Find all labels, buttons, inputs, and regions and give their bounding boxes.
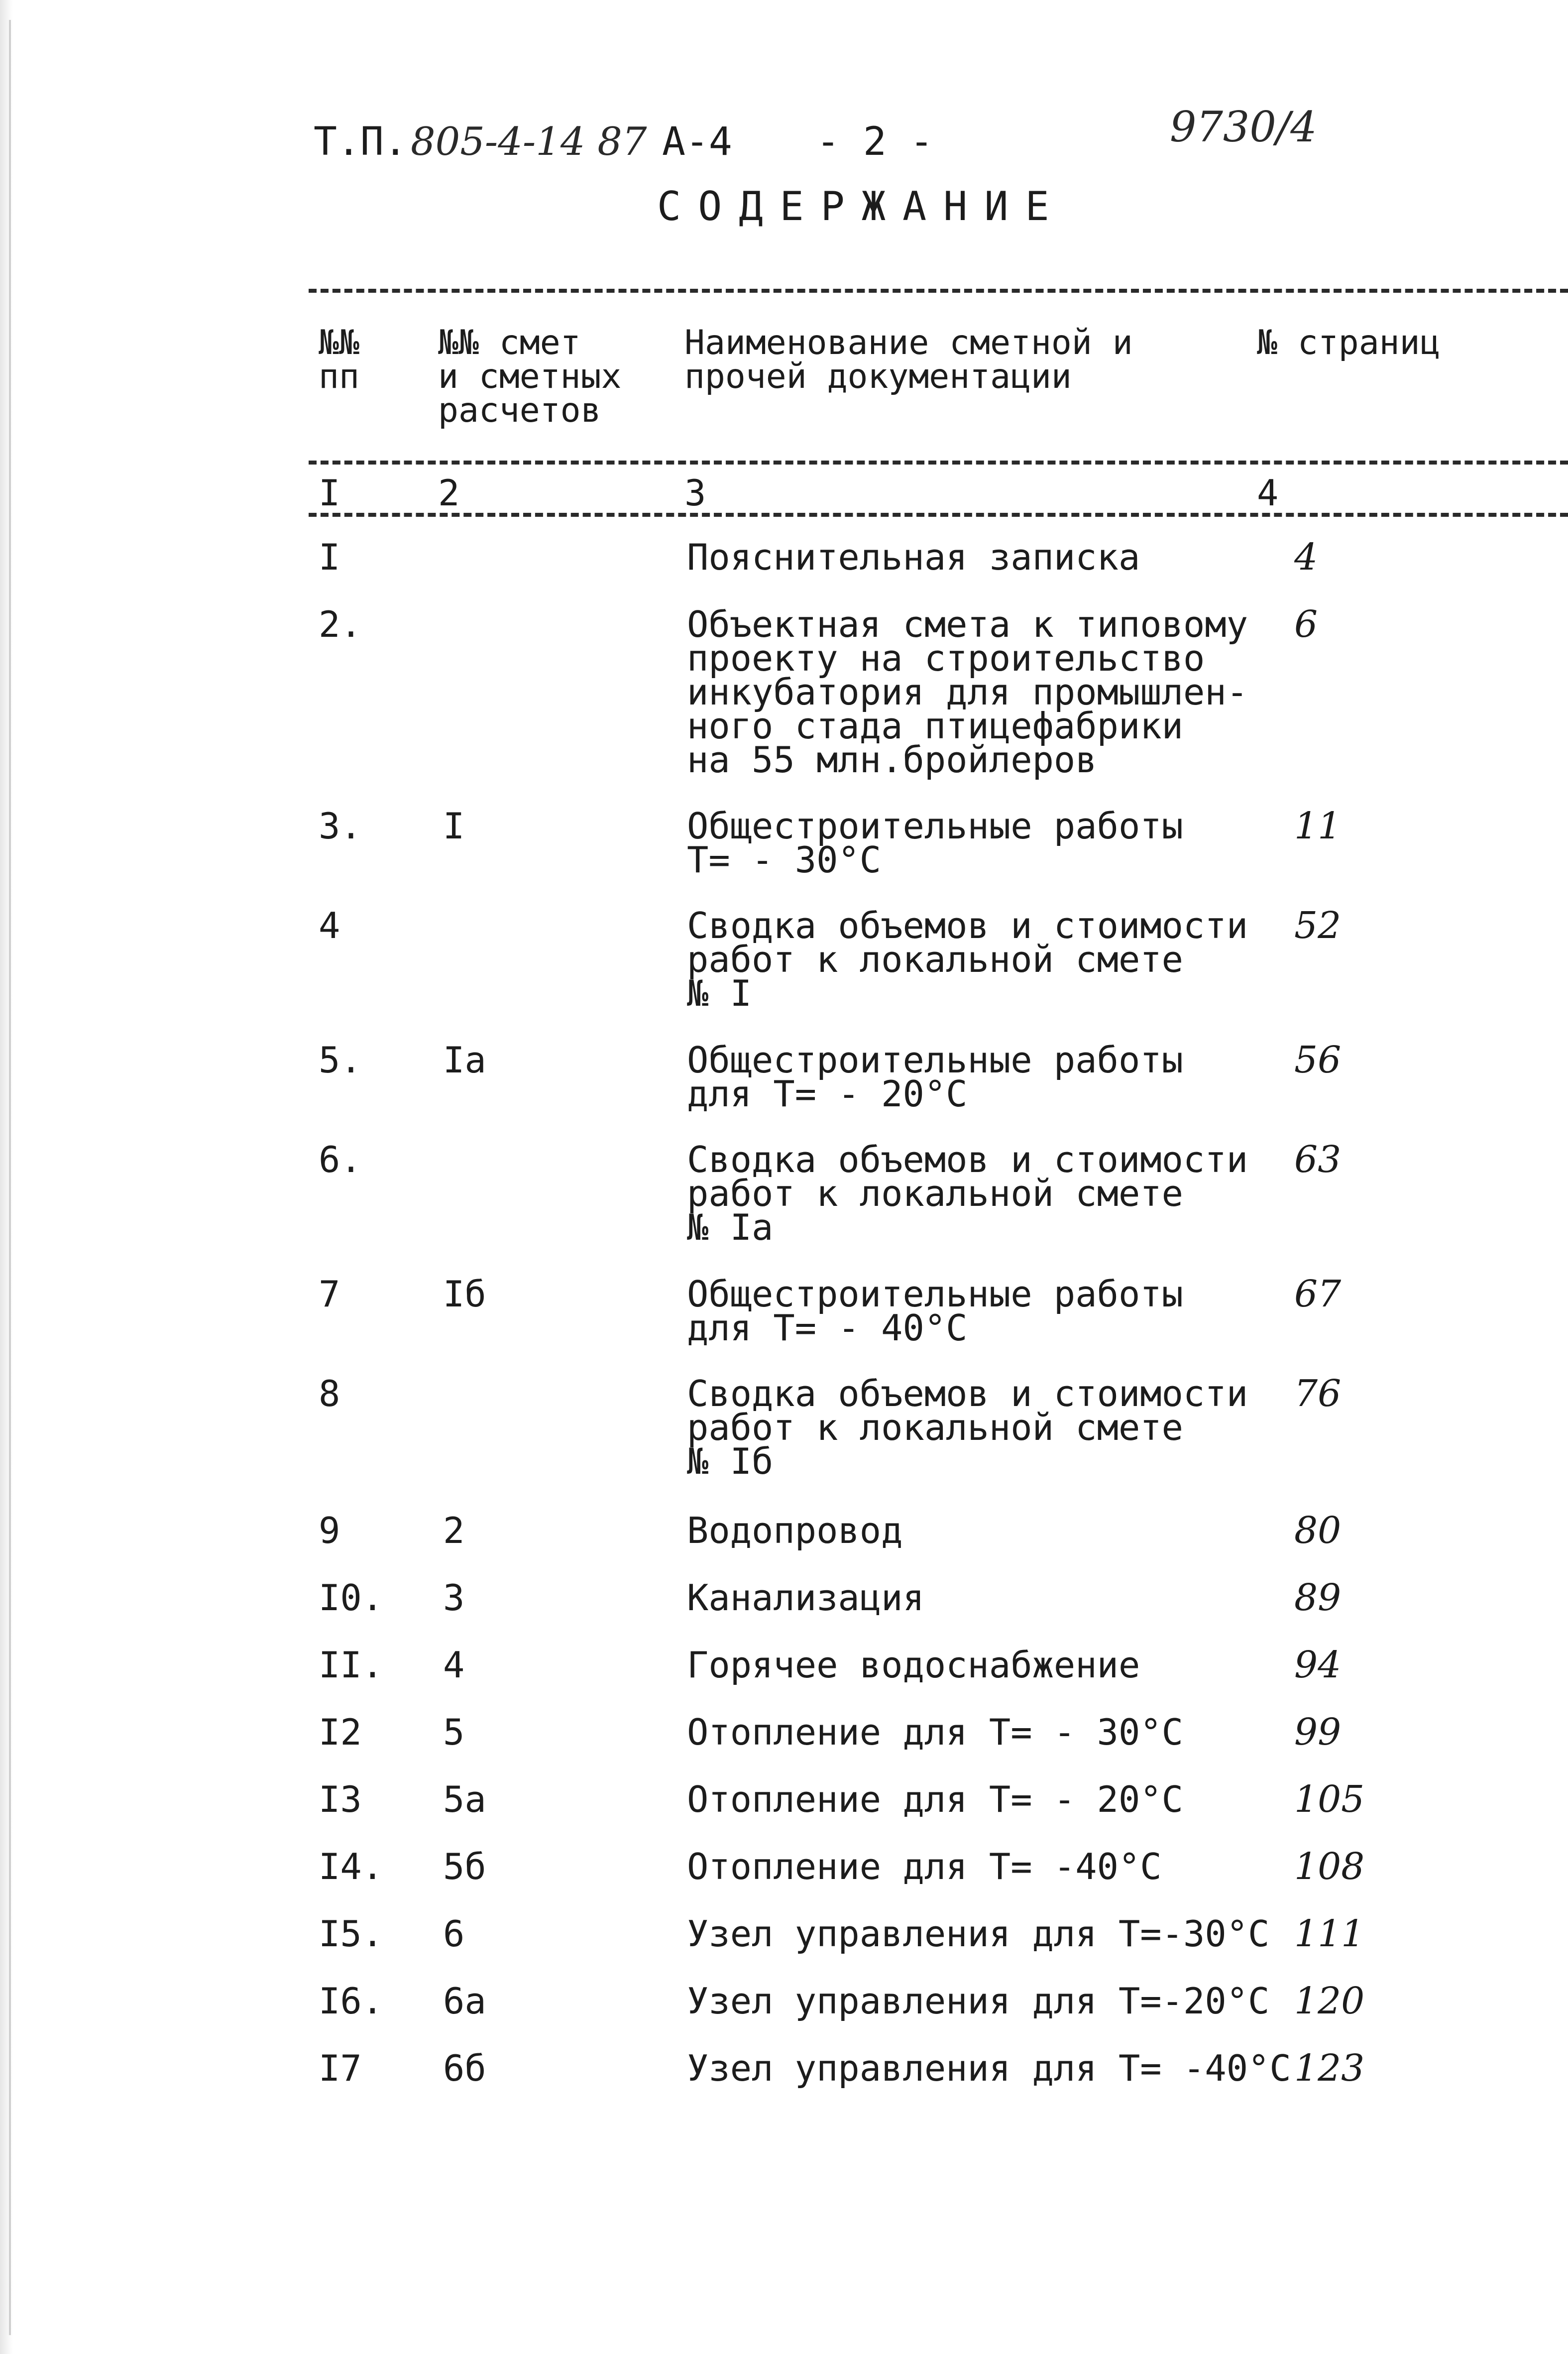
page-ref: 89 — [1294, 1576, 1342, 1619]
document-name: Узел управления для Т= -40°С — [687, 2047, 1291, 2089]
document-name: Водопровод — [687, 1510, 903, 1551]
page-ref: 52 — [1294, 904, 1342, 947]
document-name: Канализация — [687, 1577, 924, 1619]
estimate-number: 5б — [443, 1846, 486, 1887]
header-estimate-number: №№ смет и сметных расчетов — [438, 323, 622, 430]
page-title: СОДЕРЖАНИЕ — [657, 183, 1066, 230]
document-name: Общестроительные работы для Т= - 20°С — [687, 1039, 1183, 1115]
page-number: - 2 - — [816, 119, 933, 164]
inventory-number: 9730/4 — [1170, 103, 1317, 151]
document-name: Сводка объемов и стоимости работ к локальной смете № Iа — [687, 1139, 1248, 1248]
page-ref: 11 — [1294, 805, 1342, 847]
page-ref: 63 — [1294, 1138, 1342, 1181]
row-number: 8 — [319, 1373, 340, 1414]
header-page-number: № страниц — [1257, 323, 1441, 362]
document-name: Узел управления для Т=-20°С — [687, 1980, 1270, 2022]
row-number: I — [319, 536, 340, 578]
row-number: 9 — [319, 1510, 340, 1551]
estimate-number: I — [443, 805, 465, 847]
document-name: Отопление для Т= - 20°С — [687, 1778, 1183, 1820]
page-ref: 105 — [1294, 1778, 1365, 1821]
document-name: Пояснительная записка — [687, 536, 1140, 578]
row-number: I4. — [319, 1846, 384, 1887]
row-number: 3. — [319, 805, 362, 847]
row-number: I7 — [319, 2047, 362, 2089]
row-number: 2. — [319, 603, 362, 645]
estimate-number: 5а — [443, 1778, 486, 1820]
table-top-rule — [309, 289, 1568, 293]
document-name: Общестроительные работы Т= - 30°С — [687, 805, 1183, 881]
page-ref: 56 — [1294, 1039, 1342, 1081]
page-ref: 111 — [1294, 1912, 1365, 1955]
estimate-number: 5 — [443, 1711, 465, 1753]
document-name: Отопление для Т= -40°С — [687, 1846, 1162, 1887]
column-number-rule — [309, 513, 1568, 517]
header-document-name: Наименование сметной и прочей документации — [684, 323, 1133, 396]
page-ref: 6 — [1294, 603, 1318, 646]
column-number-3: 3 — [684, 472, 706, 514]
album-label: А-4 — [662, 119, 732, 164]
row-number: I6. — [319, 1980, 384, 2022]
document-name: Узел управления для Т=-30°С — [687, 1913, 1270, 1955]
page-ref: 94 — [1294, 1644, 1342, 1686]
document-name: Сводка объемов и стоимости работ к локальной смете № I — [687, 905, 1248, 1014]
column-number-1: I — [319, 472, 340, 514]
column-number-4: 4 — [1257, 472, 1279, 514]
header-bottom-rule — [309, 461, 1568, 465]
document-header — [314, 103, 1458, 174]
document-name: Отопление для Т= - 30°С — [687, 1711, 1183, 1753]
estimate-number: 2 — [443, 1510, 465, 1551]
row-number: II. — [319, 1644, 384, 1686]
doc-number: 805-4-14 87 — [411, 119, 647, 164]
document-name: Горячее водоснабжение — [687, 1644, 1140, 1686]
page-ref: 4 — [1294, 536, 1318, 579]
scan-edge-shadow — [0, 0, 13, 2354]
page-ref: 120 — [1294, 1980, 1365, 2022]
document-name: Объектная смета к типовому проекту на строительство инкубатория для промышлен- ного стада птицефабрики на 55 млн.бройлеров — [687, 603, 1248, 781]
column-number-2: 2 — [438, 472, 460, 514]
estimate-number: Iб — [443, 1273, 486, 1315]
scan-edge-line — [9, 20, 11, 2335]
estimate-number: Iа — [443, 1039, 486, 1081]
page-ref: 99 — [1294, 1711, 1342, 1754]
estimate-number: 6а — [443, 1980, 486, 2022]
row-number: 4 — [319, 905, 340, 946]
doc-prefix: Т.П. — [314, 119, 407, 164]
page-ref: 123 — [1294, 2047, 1365, 2090]
header-row-number: №№ пп — [319, 323, 359, 396]
row-number: I2 — [319, 1711, 362, 1753]
page-ref: 108 — [1294, 1845, 1365, 1888]
page-ref: 76 — [1294, 1372, 1342, 1415]
row-number: 7 — [319, 1273, 340, 1315]
page-ref: 80 — [1294, 1509, 1342, 1552]
page-ref: 67 — [1294, 1273, 1342, 1315]
estimate-number: 6 — [443, 1913, 465, 1955]
row-number: 6. — [319, 1139, 362, 1180]
estimate-number: 3 — [443, 1577, 465, 1619]
row-number: I5. — [319, 1913, 384, 1955]
document-name: Общестроительные работы для Т= - 40°С — [687, 1273, 1183, 1349]
row-number: I3 — [319, 1778, 362, 1820]
document-name: Сводка объемов и стоимости работ к локальной смете № Iб — [687, 1373, 1248, 1482]
row-number: 5. — [319, 1039, 362, 1081]
row-number: I0. — [319, 1577, 384, 1619]
estimate-number: 6б — [443, 2047, 486, 2089]
estimate-number: 4 — [443, 1644, 465, 1686]
